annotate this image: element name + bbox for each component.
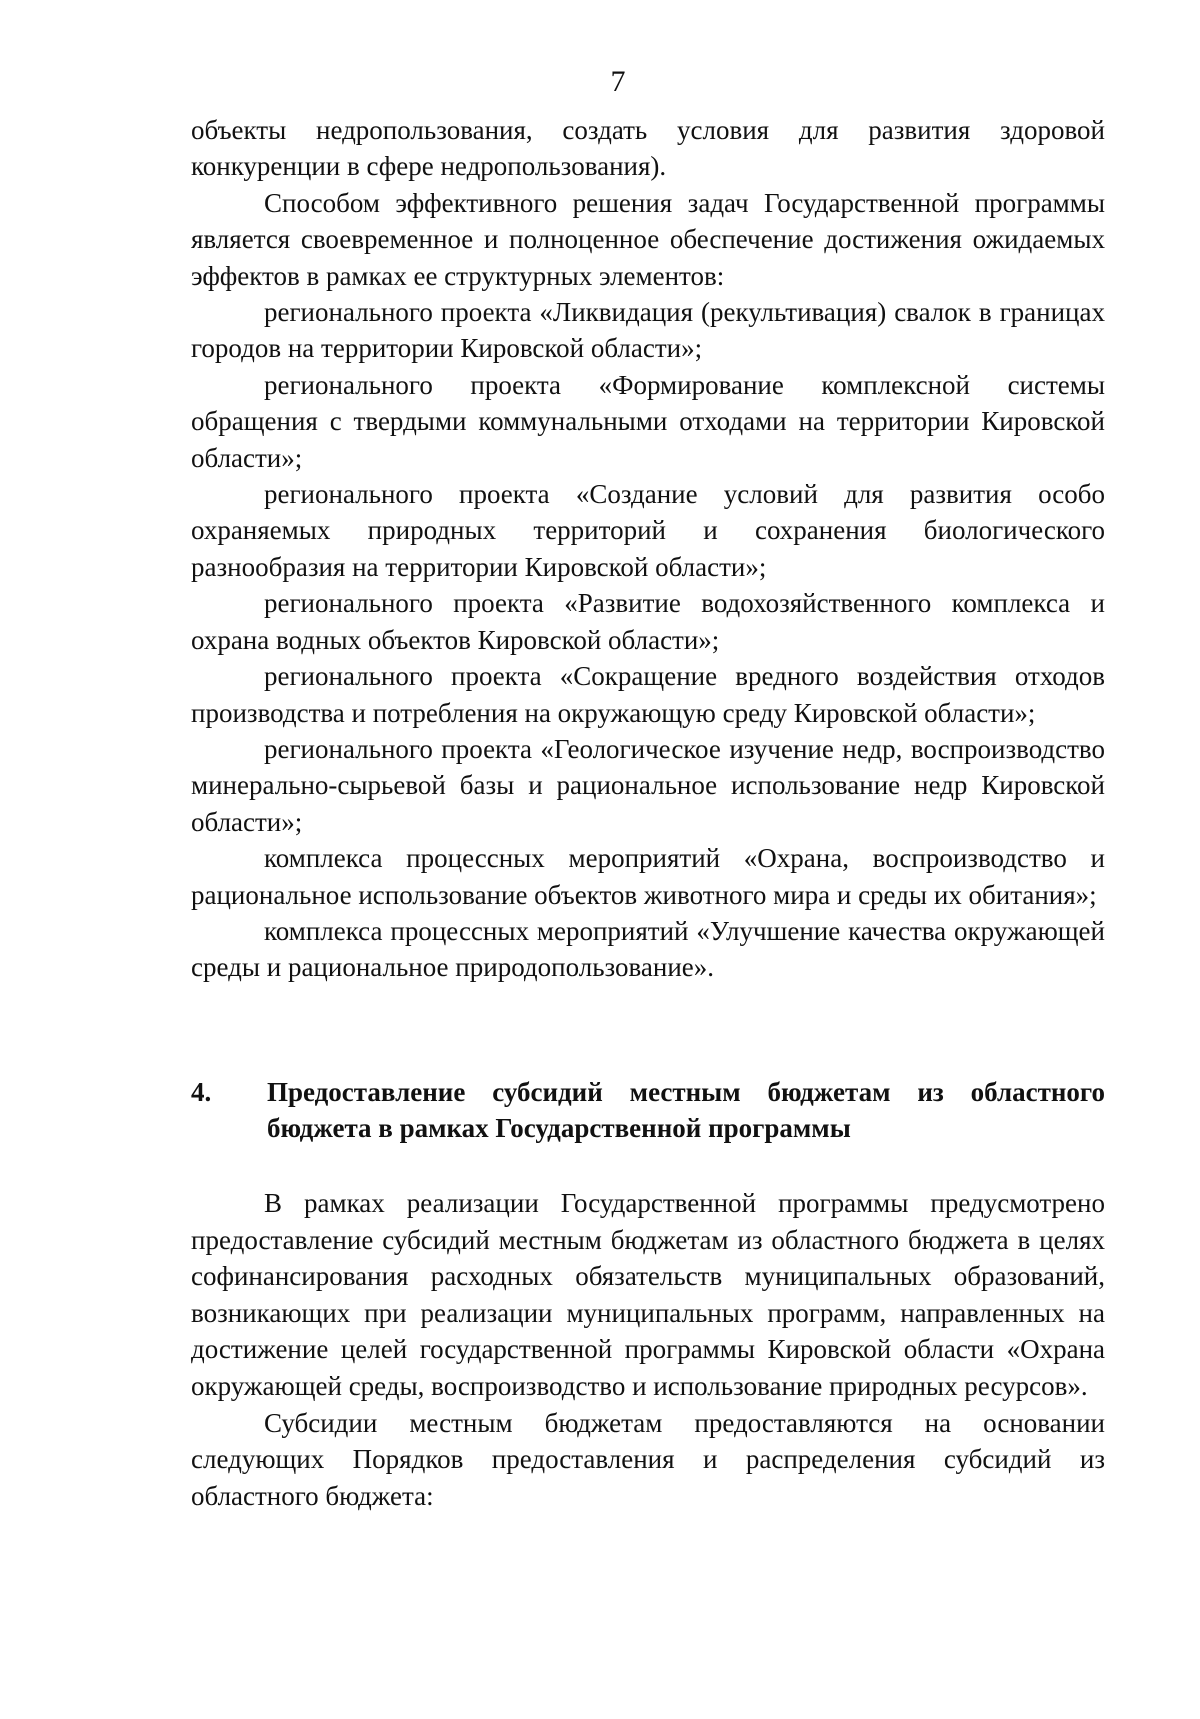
list-item-project-landfills: регионального проекта «Ликвидация (рекультивация) свалок в границах городов на территории Кировской области»; (191, 297, 1105, 364)
section-title: Предоставление субсидий местным бюджетам из областного бюджета в рамках Государственной программы (267, 1077, 1105, 1143)
section-number: 4. (191, 1077, 212, 1107)
page-number: 7 (610, 65, 626, 98)
body-text-top (191, 112, 1105, 986)
list-item-project-protected-areas: регионального проекта «Создание условий для развития особо охраняемых природных территорий и сохранения биологического разнообразия на территории Кировской области»; (191, 479, 1105, 582)
list-item-project-waste-system: регионального проекта «Формирование комплексной системы обращения с твердыми коммунальными отходами на территории Кировской области»; (191, 369, 1105, 473)
paragraph-intro: Способом эффективного решения задач Государственной программы является своевременное и полноценное обеспечение достижения ожидаемых эффектов в рамках ее структурных элементов: (191, 187, 1105, 291)
body-text-bottom (191, 1185, 1105, 1514)
list-item-project-water: регионального проекта «Развитие водохозяйственного комплекса и охрана водных объектов Кировской области»; (191, 588, 1105, 655)
list-item-complex-environment: комплекса процессных мероприятий «Улучшение качества окружающей среды и рациональное природопользование». (191, 915, 1105, 983)
list-item-project-waste-impact: регионального проекта «Сокращение вредного воздействия отходов производства и потребления на окружающую среду Кировской области»; (191, 661, 1105, 728)
paragraph-continuation: объекты недропользования, создать условия для развития здоровой конкуренции в сфере недропользования). (191, 115, 1105, 182)
paragraph-subsidies-basis: Субсидии местным бюджетам предоставляются на основании следующих Порядков предоставления и распределения субсидий из областного бюджета: (191, 1407, 1105, 1511)
list-item-complex-wildlife: комплекса процессных мероприятий «Охрана, воспроизводство и рациональное использование объектов животного мира и среды их обитания»; (191, 843, 1105, 910)
paragraph-subsidies-purpose: В рамках реализации Государственной программы предусмотрено предоставление субсидий местным бюджетам из областного бюджета в целях софинансирования расходных обязательств муниципальных образований, возникающих при реализации муниципальных программ, направленных на достижение целей государственной программы Кировской области «Охрана окружающей среды, воспроизводство и использование природных ресурсов». (191, 1188, 1105, 1401)
list-item-project-geology: регионального проекта «Геологическое изучение недр, воспроизводство минерально-сырьевой базы и рациональное использование недр Кировской области»; (191, 733, 1105, 837)
